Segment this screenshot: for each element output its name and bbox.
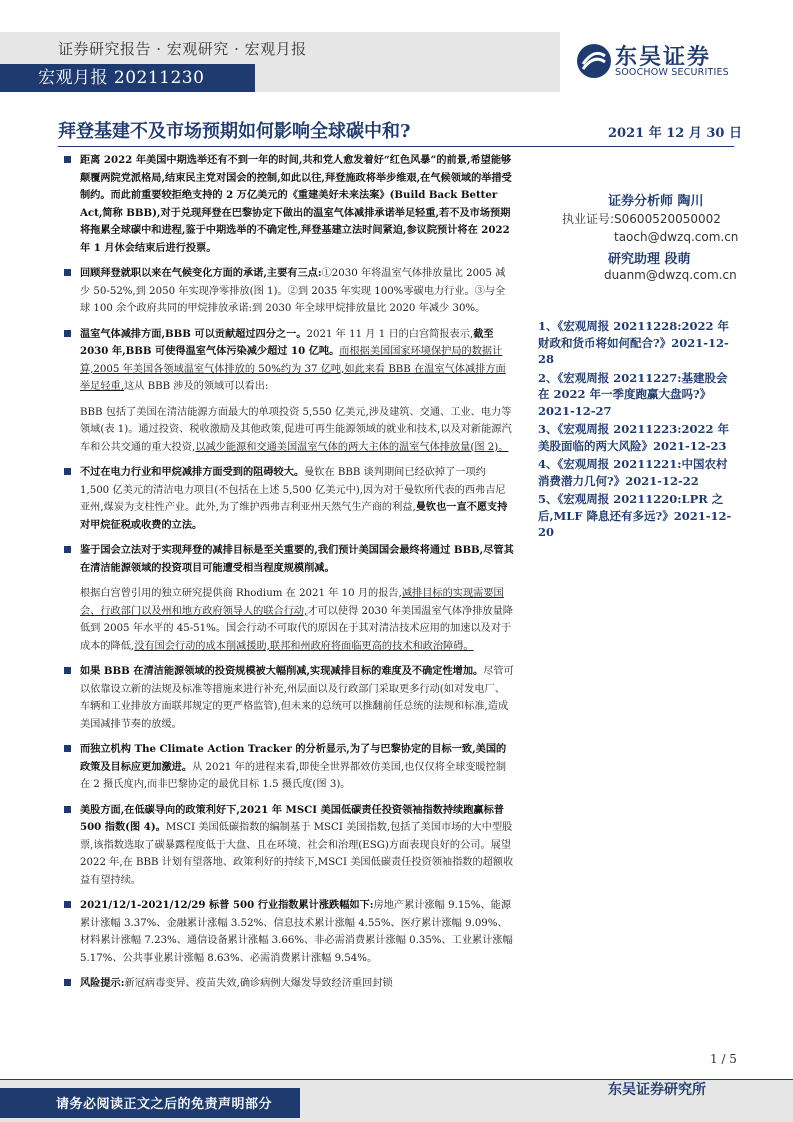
paragraph-6: 鉴于国会立法对于实现拜登的减排目标是至关重要的,我们预计美国国会最终将通过 BBB,尽管其在清洁能源领域的投资项目可能遭受相当程度规模削减。 — [64, 542, 514, 577]
related-reports — [538, 318, 738, 543]
bullet-icon — [64, 979, 71, 986]
page-title: 拜登基建不及市场预期如何影响全球碳中和? — [58, 121, 411, 142]
logo-mark-icon — [575, 42, 613, 80]
paragraph-5: 不过在电力行业和甲烷减排方面受到的阻碍较大。曼钦在 BBB 谈判期间已经砍掉了一项约 1,500 亿美元的清洁电力项目(不包括在上述 5,500 亿美元中),因为对于曼钦所代表的西弗吉尼亚州,煤炭为支柱性产业。此外,为了维护西弗吉利亚州天然气生产商的利益,曼钦也一直不愿支持对甲烷征税或收费的立法。 — [64, 464, 514, 534]
paragraph-4: BBB 包括了美国在清洁能源方面最大的单项投资 5,550 亿美元,涉及建筑、交通、工业、电力等领域(表 1)。通过投资、税收激励及其他政策,促进可再生能源领域的就业和技术,以及对新能源汽车和公共交通的重大投资,以减少能源和交通美国温室气体的两大主体的温室气体排放量(图 2)。 — [80, 406, 512, 453]
related-report-item[interactable]: 5、《宏观周报 20211220:LPR 之后,MLF 降息还有多远?》2021-12-20 — [538, 492, 732, 539]
bullet-icon — [64, 901, 71, 908]
title-divider — [58, 146, 734, 147]
bullet-icon — [64, 156, 71, 163]
paragraph-3: 温室气体减排方面,BBB 可以贡献超过四分之一。2021 年 11 月 1 日的白宫简报表示,截至 2030 年,BBB 可使得温室气体污染减少超过 10 亿吨。而根据美国国家环境保护局的数据计算,2005 年美国各领域温室气体排放的 50%约为 37 亿吨,如此来看 BBB 在温室气体减排方面举足轻重,这从 BBB 涉及的领域可以看出: — [64, 326, 514, 396]
institute-name: 东吴证券研究所 — [608, 1082, 706, 1098]
assistant-email[interactable]: duanm@dwzq.com.cn — [604, 268, 737, 282]
bullet-icon — [64, 330, 71, 337]
assistant-name: 研究助理 段萌 — [608, 252, 691, 267]
logo-text-cn: 东吴证券 — [615, 45, 712, 70]
paragraph-8: 如果 BBB 在清洁能源领域的投资规模被大幅削减,实现减排目标的难度及不确定性增加。尽管可以依靠设立新的法规及标准等措施来进行补充,州层面以及行政部门采取更多行动(如对发电厂、车辆和工业排放方面联邦规定的更严格监管),但未来的总统可以推翻前任总统的法规和标准,造成美国减排节奏的放缓。 — [64, 663, 514, 733]
related-report-item[interactable]: 2、《宏观周报 20211227:基建股会在 2022 年一季度跑赢大盘吗?》2021-12-27 — [538, 370, 728, 418]
paragraph-1: 距离 2022 年美国中期选举还有不到一年的时间,共和党人愈发着好“红色风暴”的前景,希望能够颠覆两院党派格局,结束民主党对国会的控制,如此以往,拜登施政将举步维艰,在气候领域的举措受制约。而此前重要较拒绝支持的 2 万亿美元的《重建美好未来法案》(Build Back Better Act,简称 BBB),对于兑现拜登在巴黎协定下做出的温室气体减排承诺举足轻重,若不及市场预期将拖累全球碳中和进程,鉴于中期选举的不确定性,拜登基建立法时间紧迫,参议院预计将在 2022 年 1 月休会结束后进行投票。 — [64, 152, 514, 257]
disclaimer-note: 请务必阅读正文之后的免责声明部分 — [56, 1097, 273, 1112]
analyst-name: 证券分析师 陶川 — [608, 194, 704, 209]
logo-text-en: SOOCHOW SECURITIES — [615, 67, 729, 78]
company-logo — [575, 40, 745, 82]
page-number: 1 / 5 — [710, 1052, 737, 1066]
analyst-email[interactable]: taoch@dwzq.com.cn — [614, 230, 739, 244]
bullet-icon — [64, 667, 71, 674]
paragraph-7: 根据白宫曾引用的独立研究提供商 Rhodium 在 2021 年 10 月的报告,减排目标的实现需要国会、行政部门以及州和地方政府领导人的联合行动,才可以使得 2030 年美国温室气体净排放量降低到 2005 年水平的 45-51%。国会行动不可取代的原因在于其对清洁技术应用的加速以及对于成本的降低,没有国会行动的成本削减援助,联邦和州政府将面临更高的技术和政治障碍。 — [80, 588, 513, 652]
paragraph-9: 而独立机构 The Climate Action Tracker 的分析显示,为了与巴黎协定的目标一致,美国的政策及目标应更加激进。从 2021 年的进程来看,即使全世界都效仿美国,也仅仅将全球变暖控制在 2 摄氏度内,而非巴黎协定的最优目标 1.5 摄氏度(图 3)。 — [64, 741, 514, 794]
bullet-icon — [64, 269, 71, 276]
related-report-item[interactable]: 4、《宏观周报 20211221:中国农村消费潜力几何?》2021-12-22 — [538, 457, 728, 488]
related-report-item[interactable]: 1、《宏观周报 20211228:2022 年财政和货币将如何配合?》2021-12-28 — [538, 319, 730, 366]
bullet-icon — [64, 806, 71, 813]
report-id: 宏观月报 20211230 — [0, 64, 255, 92]
report-date: 2021 年 12 月 30 日 — [608, 126, 742, 141]
main-content — [64, 152, 514, 1001]
paragraph-10: 美股方面,在低碳导向的政策利好下,2021 年 MSCI 美国低碳责任投资领袖指数持续跑赢标普 500 指数(图 4)。MSCI 美国低碳指数的编制基于 MSCI 美国指数,包括了美国市场的大中型股票,该指数选取了碳暴露程度低于大盘、且在环境、社会和治理(ESG)方面表现良好的公司。展望 2022 年,在 BBB 计划有望落地、政策利好的持续下,MSCI 美国低碳责任投资领袖指数的超额收益有望持续。 — [64, 802, 514, 890]
related-report-item[interactable]: 3、《宏观周报 20211223:2022 年美股面临的两大风险》2021-12-23 — [538, 422, 730, 453]
bullet-icon — [64, 546, 71, 553]
paragraph-11: 2021/12/1-2021/12/29 标普 500 行业指数累计涨跌幅如下:房地产累计涨幅 9.15%、能源累计涨幅 3.37%、金融累计涨幅 3.52%、信息技术累计涨幅 4.55%、医疗累计涨幅 9.09%、材料累计涨幅 7.23%、通信设备累计涨幅 3.66%、非必需消费累计涨幅 0.35%、工业累计涨幅 5.17%、公共事业累计涨幅 8.63%、必需消费累计涨幅 9.54%。 — [64, 897, 514, 967]
report-category: 证券研究报告 · 宏观研究 · 宏观月报 — [58, 40, 307, 58]
paragraph-12: 风险提示:新冠病毒变异、疫苗失效,确诊病例大爆发导致经济重回封锁 — [64, 975, 514, 993]
bullet-icon — [64, 468, 71, 475]
bullet-icon — [64, 745, 71, 752]
analyst-cert: 执业证号:S0600520050002 — [562, 212, 721, 226]
paragraph-2: 回顾拜登就职以来在气候变化方面的承诺,主要有三点:①2030 年将温室气体排放量比 2005 减少 50-52%,到 2050 年实现净零排放(图 1)。②到 2035 年实现 100%零碳电力行业。③与全球 100 余个政府共同的甲烷排放承诺:到 2030 年全球甲烷排放量比 2020 年减少 30%。 — [64, 265, 514, 318]
